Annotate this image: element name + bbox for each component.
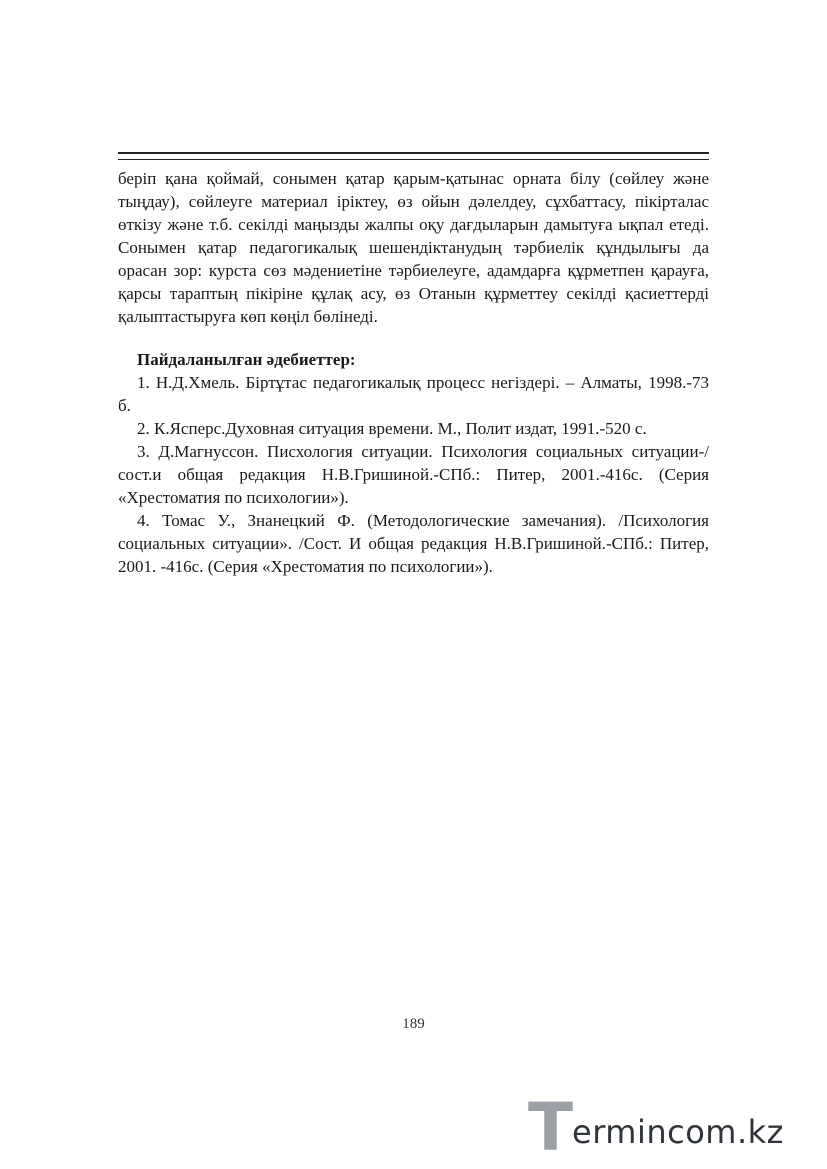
references-heading: Пайдаланылған әдебиеттер: [137, 350, 356, 369]
termincom-logo [528, 1089, 818, 1166]
logo-initial: T [528, 1089, 572, 1166]
page-content [118, 167, 709, 578]
reference-item: 1. Н.Д.Хмель. Біртұтас педагогикалық процесс негіздері. – Алматы, 1998.-73 б. [118, 373, 709, 415]
page-number: 189 [402, 1016, 425, 1032]
body-paragraph: беріп қана қоймай, сонымен қатар қарым-қатынас орната білу (сөйлеу және тыңдау), сөйлеуге материал іріктеу, өз ойын дәлелдеу, сұхбаттасу, пікірталас өткізу және т.б. секілді маңызды жалпы оқу дағдыларын дамытуға ықпал етеді. Сонымен қатар педагогикалық шешендіктанудың тәрбиелік құндылығы да орасан зор: курста сөз мәдениетіне тәрбиелеуге, адамдарға құрметпен қарауға, қарсы тараптың пікіріне құлақ асу, өз Отанын құрметтеу секілді қасиеттерді қалыптастыруға көп көңіл бөлінеді. [118, 169, 709, 326]
header-rule-thick [118, 152, 709, 154]
header-rule-thin [118, 159, 709, 160]
reference-item: 4. Томас У., Знанецкий Ф. (Методологические замечания). /Психология социальных ситуации». /Сост. И общая редакция Н.В.Гришиной.-СПб.: Питер, 2001. -416с. (Серия «Хрестоматия по психологии»). [118, 511, 709, 576]
reference-item: 3. Д.Магнуссон. Писхология ситуации. Психология социальных ситуации-/сост.и общая редакция Н.В.Гришиной.-СПб.: Питер, 2001.-416с. (Серия «Хрестоматия по психологии»). [118, 442, 709, 507]
logo-text: ermincom.kz [572, 1113, 784, 1151]
reference-item: 2. К.Ясперс.Духовная ситуация времени. М., Полит издат, 1991.-520 с. [137, 419, 647, 438]
